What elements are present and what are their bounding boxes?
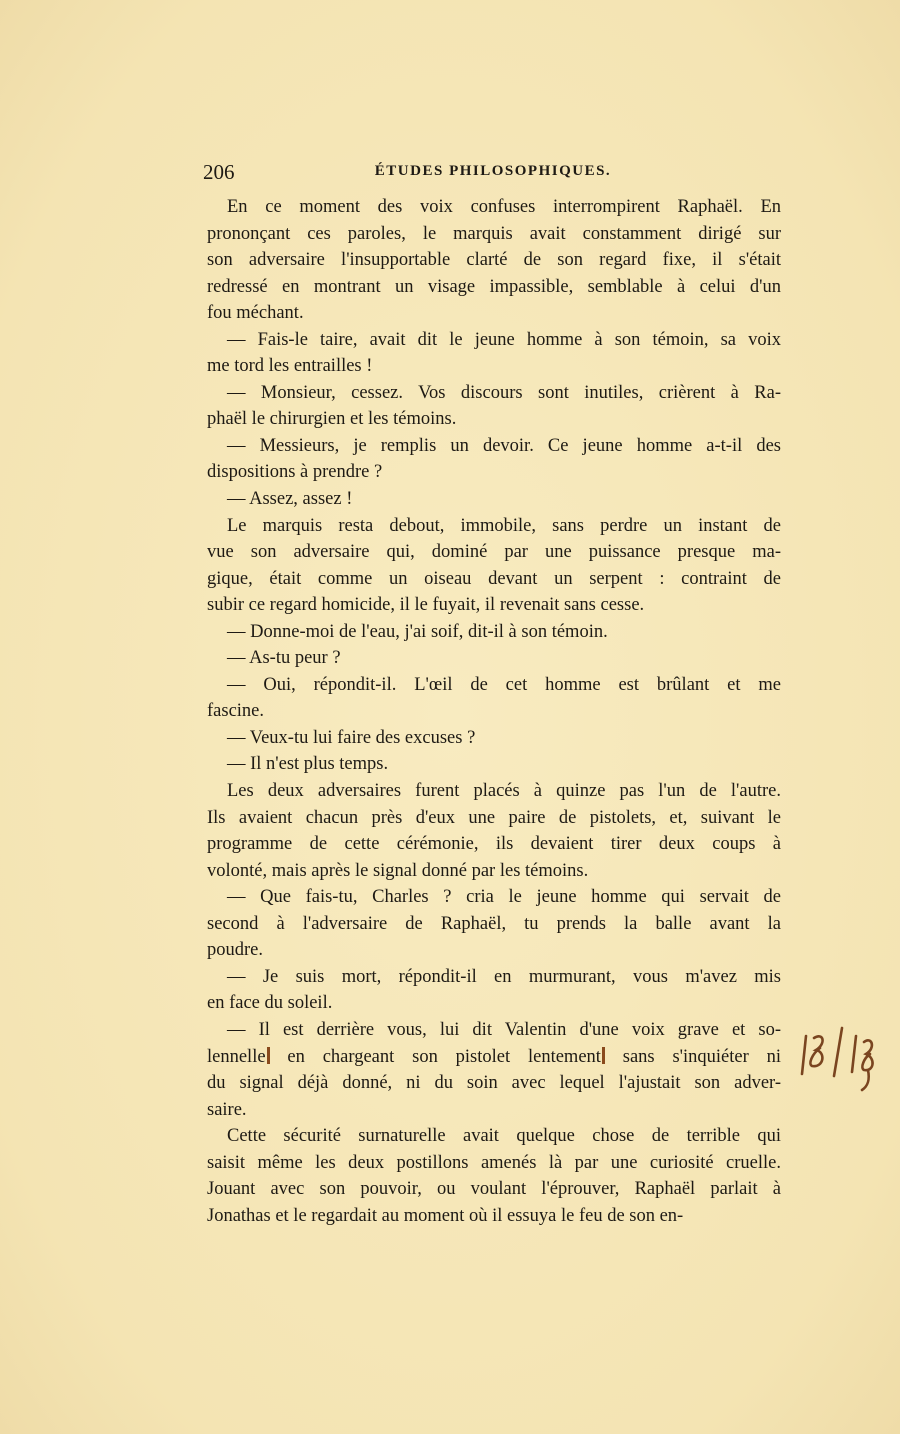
text-line: En ce moment des voix confuses interrompirent Raphaël. En	[227, 197, 781, 217]
paragraph	[207, 486, 781, 513]
paragraph	[207, 725, 781, 752]
text-line: Ils avaient chacun près d'eux une paire de pistolets, et, suivant le	[207, 807, 781, 828]
text-line: — Que fais-tu, Charles ? cria le jeune homme qui servait de	[227, 887, 781, 908]
text-line: phaël le chirurgien et les témoins.	[207, 409, 457, 430]
annotation-mark	[602, 1047, 605, 1064]
text-line: — Il est derrière vous, lui dit Valentin d'une voix grave et so-	[227, 1019, 781, 1040]
running-title: ÉTUDES PHILOSOPHIQUES.	[374, 163, 612, 179]
text-line: lennelle en chargeant son pistolet lentement sans s'inquiéter ni	[207, 1046, 781, 1067]
text-line: dispositions à prendre ?	[207, 462, 383, 483]
text-line: — Fais-le taire, avait dit le jeune homme à son témoin, sa voix	[227, 329, 781, 350]
text-line: — Oui, répondit-il. L'œil de cet homme est brûlant et me	[227, 674, 781, 695]
page-header	[203, 160, 783, 186]
text-line: fascine.	[207, 701, 265, 722]
text-line: vue son adversaire qui, dominé par une puissance presque ma-	[207, 542, 781, 563]
text-line: Cette sécurité surnaturelle avait quelque chose de terrible qui	[227, 1126, 781, 1147]
paragraph	[207, 645, 781, 672]
text-line: saire.	[207, 1099, 247, 1120]
text-line: Les deux adversaires furent placés à quinze pas l'un de l'autre.	[227, 781, 781, 802]
paragraph	[207, 1123, 781, 1229]
text-line: saisit même les deux postillons amenés là par une curiosité cruelle.	[207, 1152, 781, 1173]
text-line: en face du soleil.	[207, 993, 333, 1014]
paragraph	[207, 619, 781, 646]
text-line: — Il n'est plus temps.	[227, 754, 389, 775]
text-line: son adversaire l'insupportable clarté de son regard fixe, il s'était	[207, 250, 781, 271]
text-line: — Veux-tu lui faire des excuses ?	[227, 727, 476, 748]
page-number: 206	[203, 160, 235, 184]
text-line: me tord les entrailles !	[207, 356, 373, 377]
text-line: second à l'adversaire de Raphaël, tu prends la balle avant la	[207, 913, 781, 934]
paragraph	[207, 884, 781, 964]
text-line: — As-tu peur ?	[227, 648, 341, 669]
text-line: redressé en montrant un visage impassible, semblable à celui d'un	[207, 276, 781, 297]
text-line: programme de cette cérémonie, ils devaient tirer deux coups à	[207, 834, 781, 855]
text-line: Jouant avec son pouvoir, ou voulant l'éprouver, Raphaël parlait à	[207, 1179, 781, 1200]
paragraph	[207, 751, 781, 778]
paragraph	[207, 672, 781, 725]
paragraph	[207, 964, 781, 1017]
text-line: Jonathas et le regardait au moment où il essuya le feu de son en-	[207, 1205, 684, 1226]
text-line: fou méchant.	[207, 303, 304, 324]
text-line: Le marquis resta debout, immobile, sans perdre un instant de	[227, 515, 781, 536]
text-line: — Assez, assez !	[227, 489, 353, 510]
text-line: — Monsieur, cessez. Vos discours sont inutiles, crièrent à Ra-	[227, 382, 781, 403]
text-line: du signal déjà donné, ni du soin avec lequel l'ajustait son adver-	[207, 1073, 781, 1094]
body-text	[207, 194, 781, 1229]
paragraph	[207, 778, 781, 884]
handwritten-margin-note	[798, 1024, 878, 1094]
paragraph	[207, 433, 781, 486]
paragraph	[207, 513, 781, 619]
text-line: prononçant ces paroles, le marquis avait constamment dirigé sur	[207, 223, 781, 244]
text-line: subir ce regard homicide, il le fuyait, il revenait sans cesse.	[207, 595, 645, 616]
text-line: gique, était comme un oiseau devant un serpent : contraint de	[207, 568, 781, 589]
text-line: — Messieurs, je remplis un devoir. Ce jeune homme a-t-il des	[227, 435, 781, 456]
paragraph	[207, 327, 781, 380]
paragraph	[207, 194, 781, 327]
text-line: volonté, mais après le signal donné par les témoins.	[207, 860, 589, 881]
paragraph	[207, 1017, 781, 1123]
annotation-mark	[267, 1047, 270, 1064]
paragraph	[207, 380, 781, 433]
text-line: poudre.	[207, 940, 263, 961]
text-line: — Donne-moi de l'eau, j'ai soif, dit-il à son témoin.	[227, 621, 608, 642]
text-line: — Je suis mort, répondit-il en murmurant, vous m'avez mis	[227, 966, 781, 987]
